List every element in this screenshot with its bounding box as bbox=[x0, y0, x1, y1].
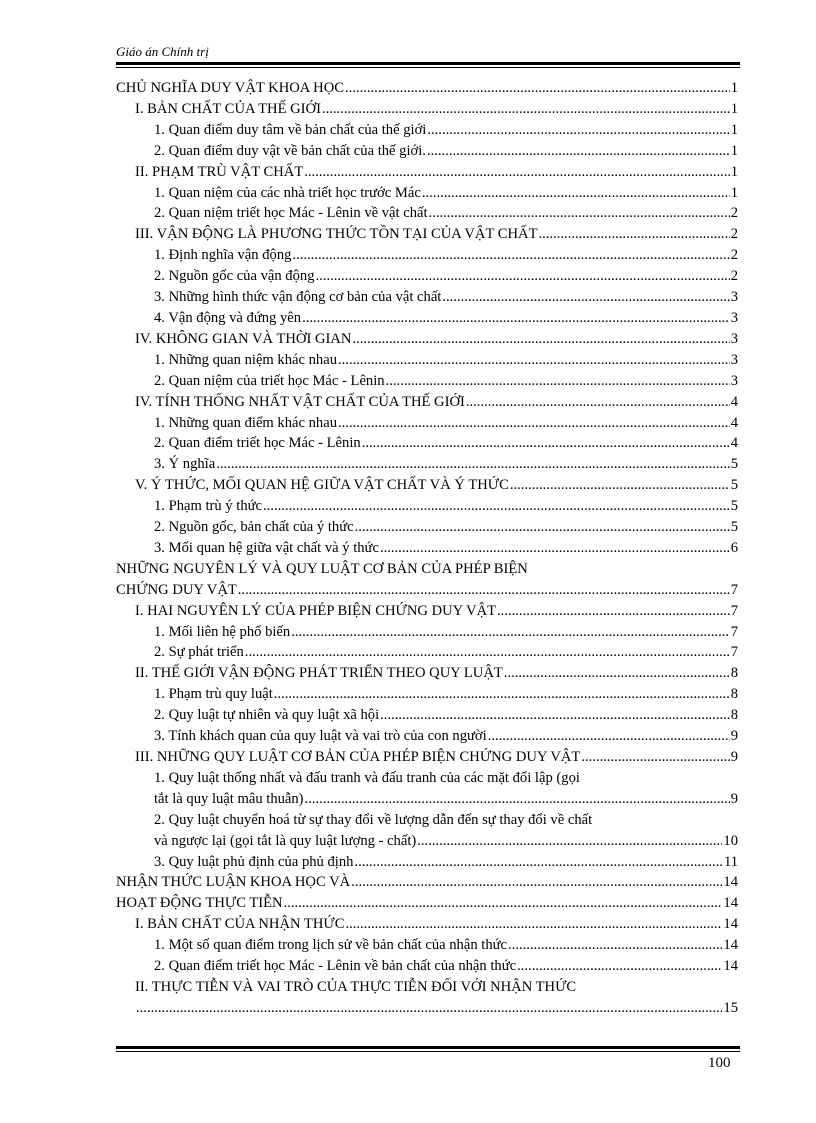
toc-entry-title: CHỨNG DUY VẬT bbox=[116, 581, 237, 598]
toc-dot-leader bbox=[380, 538, 730, 559]
toc-dot-leader bbox=[497, 601, 730, 622]
toc-entry[interactable] bbox=[116, 266, 738, 287]
toc-dot-leader bbox=[427, 141, 730, 162]
toc-page-number: 9 bbox=[730, 749, 738, 765]
toc-page-number: 5 bbox=[730, 456, 738, 473]
toc-dot-leader bbox=[345, 914, 722, 935]
toc-entry-title-line: 1. Quy luật thống nhất và đấu tranh và đấu tranh của các mặt đối lập (gọi bbox=[154, 769, 580, 786]
toc-entry-title: NHẬN THỨC LUẬN KHOA HỌC VÀ bbox=[116, 874, 351, 891]
toc-entry-title: 1. Những quan niệm khác nhau bbox=[154, 351, 337, 368]
toc-page-number: 5 bbox=[730, 498, 738, 515]
toc-dot-leader bbox=[508, 935, 722, 956]
toc-page-number: 7 bbox=[730, 581, 738, 598]
toc-dot-leader bbox=[466, 392, 730, 413]
toc-entry-title: 3. Mối quan hệ giữa vật chất và ý thức bbox=[154, 539, 379, 556]
toc-entry-title: 2. Nguồn gốc, bản chất của ý thức bbox=[154, 519, 354, 536]
toc-dot-leader bbox=[386, 371, 730, 392]
toc-dot-leader bbox=[429, 203, 730, 224]
toc-entry-title: và ngược lại (gọi tắt là quy luật lượng - chất) bbox=[154, 832, 417, 849]
toc-entry[interactable] bbox=[116, 642, 738, 663]
toc-entry[interactable] bbox=[116, 371, 738, 392]
toc-entry[interactable] bbox=[116, 956, 738, 977]
footer-rule-thick bbox=[116, 1046, 740, 1049]
toc-dot-leader bbox=[292, 245, 729, 266]
toc-entry-title: 2. Quan điểm triết học Mác - Lênin bbox=[154, 435, 361, 452]
toc-entry[interactable] bbox=[116, 245, 738, 266]
toc-entry[interactable] bbox=[116, 308, 738, 329]
toc-entry-title: 3. Ý nghĩa bbox=[154, 456, 216, 473]
toc-dot-leader bbox=[442, 287, 729, 308]
header-rule-thin bbox=[116, 67, 740, 68]
toc-dot-leader bbox=[422, 183, 730, 204]
toc-page-number: 11 bbox=[723, 853, 738, 870]
toc-entry[interactable] bbox=[116, 475, 738, 496]
toc-entry[interactable] bbox=[116, 496, 738, 517]
footer-rule-thin bbox=[116, 1051, 740, 1052]
toc-entry-title: 3. Những hình thức vận động cơ bản của vật chất bbox=[154, 289, 442, 306]
toc-dot-leader bbox=[305, 789, 730, 810]
toc-entry[interactable] bbox=[116, 705, 738, 726]
toc-dot-leader bbox=[238, 580, 730, 601]
toc-dot-leader bbox=[338, 413, 730, 434]
toc-entry-title: 2. Quan niệm của triết học Mác - Lênin bbox=[154, 372, 385, 389]
toc-entry-title: 1. Quan niệm của các nhà triết học trước Mác bbox=[154, 184, 421, 201]
toc-entry[interactable] bbox=[116, 329, 738, 350]
toc-entry-title: 2. Quan niệm triết học Mác - Lênin về vật chất bbox=[154, 205, 428, 222]
toc-page-number: 14 bbox=[723, 937, 738, 954]
toc-dot-leader bbox=[362, 433, 730, 454]
toc-page-number: 2 bbox=[730, 226, 738, 243]
toc-page-number: 7 bbox=[730, 623, 738, 640]
toc-entry-title-line: II. THỰC TIỄN VÀ VAI TRÒ CỦA THỰC TIỄN ĐỐI VỚI NHẬN THỨC bbox=[135, 978, 577, 995]
toc-entry[interactable] bbox=[116, 433, 738, 454]
toc-dot-leader bbox=[345, 78, 730, 99]
toc-page-number: 1 bbox=[730, 142, 738, 159]
toc-entry-title: 1. Quan điểm duy tâm về bản chất của thế giới bbox=[154, 121, 427, 138]
toc-dot-leader bbox=[136, 998, 722, 1019]
toc-page-number: 8 bbox=[730, 686, 738, 703]
toc-entry-title: HOẠT ĐỘNG THỰC TIỄN bbox=[116, 895, 283, 912]
toc-entry[interactable] bbox=[116, 622, 738, 643]
toc-dot-leader bbox=[304, 162, 729, 183]
toc-dot-leader bbox=[351, 872, 722, 893]
toc-page-number: 1 bbox=[730, 121, 738, 138]
toc-dot-leader bbox=[539, 224, 730, 245]
toc-entry[interactable] bbox=[116, 454, 738, 475]
toc-dot-leader bbox=[417, 831, 722, 852]
toc-entry[interactable] bbox=[116, 977, 738, 1019]
toc-entry-title: CHỦ NGHĨA DUY VẬT KHOA HỌC bbox=[116, 80, 344, 96]
toc-entry-title: 2. Quan điểm triết học Mác - Lênin về bản chất của nhận thức bbox=[154, 958, 517, 975]
toc-dot-leader bbox=[274, 684, 730, 705]
toc-page-number: 8 bbox=[730, 665, 738, 682]
toc-entry[interactable] bbox=[116, 601, 738, 622]
toc-entry[interactable] bbox=[116, 392, 738, 413]
toc-entry-title: 1. Phạm trù quy luật bbox=[154, 686, 273, 703]
toc-entry[interactable] bbox=[116, 183, 738, 204]
toc-page-number: 4 bbox=[730, 414, 738, 431]
toc-dot-leader bbox=[510, 475, 730, 496]
toc-entry[interactable] bbox=[116, 559, 738, 601]
toc-dot-leader bbox=[352, 329, 729, 350]
toc-page-number: 4 bbox=[730, 393, 738, 410]
toc-entry[interactable] bbox=[116, 99, 738, 120]
toc-entry[interactable] bbox=[116, 684, 738, 705]
toc-entry-title-line: 2. Quy luật chuyển hoá từ sự thay đổi về lượng dẫn đến sự thay đổi về chất bbox=[154, 811, 593, 828]
toc-page-number: 3 bbox=[730, 351, 738, 368]
toc-entry-title: 2. Nguồn gốc của vận động bbox=[154, 268, 315, 285]
toc-dot-leader bbox=[504, 663, 730, 684]
toc-page-number: 3 bbox=[730, 330, 738, 347]
toc-entry-title: III. VẬN ĐỘNG LÀ PHƯƠNG THỨC TỒN TẠI CỦA VẬT CHẤT bbox=[135, 226, 538, 243]
toc-page-number: 3 bbox=[730, 289, 738, 306]
toc-entry[interactable] bbox=[116, 78, 738, 99]
toc-entry[interactable] bbox=[116, 663, 738, 684]
toc-entry[interactable] bbox=[116, 914, 738, 935]
toc-entry[interactable] bbox=[116, 141, 738, 162]
toc-dot-leader bbox=[517, 956, 722, 977]
toc-page-number: 2 bbox=[730, 247, 738, 264]
toc-dot-leader bbox=[338, 350, 730, 371]
toc-entry[interactable] bbox=[116, 768, 738, 810]
toc-dot-leader bbox=[488, 726, 730, 747]
toc-page-number: 3 bbox=[730, 372, 738, 389]
page-number: 100 bbox=[708, 1055, 731, 1071]
toc-entry[interactable] bbox=[116, 203, 738, 224]
toc-dot-leader bbox=[291, 622, 730, 643]
toc-entry-title: III. NHỮNG QUY LUẬT CƠ BẢN CỦA PHÉP BIỆN CHỨNG DUY VẬT bbox=[135, 749, 581, 765]
toc-page-number: 14 bbox=[723, 895, 738, 912]
toc-page-number: 14 bbox=[723, 874, 738, 891]
toc-entry[interactable] bbox=[116, 538, 738, 559]
toc-dot-leader bbox=[245, 642, 730, 663]
toc-dot-leader bbox=[581, 747, 729, 768]
toc-entry-title: tắt là quy luật mâu thuẫn) bbox=[154, 790, 304, 807]
toc-entry-title: 4. Vận động và đứng yên bbox=[154, 309, 302, 326]
toc-entry-title: I. BẢN CHẤT CỦA THẾ GIỚI bbox=[135, 100, 321, 117]
toc-entry[interactable] bbox=[116, 287, 738, 308]
toc-dot-leader bbox=[216, 454, 729, 475]
toc-entry[interactable] bbox=[116, 517, 738, 538]
toc-entry-title: 3. Tính khách quan của quy luật và vai trò của con người bbox=[154, 728, 487, 745]
toc-page-number: 14 bbox=[723, 958, 738, 975]
toc-entry-title: 1. Định nghĩa vận động bbox=[154, 247, 292, 264]
toc-page-number: 5 bbox=[730, 519, 738, 536]
toc-dot-leader bbox=[322, 99, 730, 120]
toc-page-number: 15 bbox=[723, 999, 738, 1016]
toc-entry[interactable] bbox=[116, 120, 738, 141]
toc-entry[interactable] bbox=[116, 162, 738, 183]
toc-dot-leader bbox=[263, 496, 730, 517]
toc-page-number: 2 bbox=[730, 268, 738, 285]
toc-entry-title: 1. Phạm trù ý thức bbox=[154, 498, 263, 515]
toc-entry-title: 1. Mối liên hệ phổ biến bbox=[154, 623, 291, 640]
toc-entry-title-line: NHỮNG NGUYÊN LÝ VÀ QUY LUẬT CƠ BẢN CỦA PHÉP BIỆN bbox=[116, 560, 528, 577]
toc-entry-title: 2. Quan điểm duy vật về bản chất của thế giới. bbox=[154, 142, 426, 159]
toc-dot-leader bbox=[427, 120, 729, 141]
toc-entry-title: 1. Những quan điểm khác nhau bbox=[154, 414, 337, 431]
toc-page-number: 1 bbox=[730, 163, 738, 180]
toc-entry-title: I. HAI NGUYÊN LÝ CỦA PHÉP BIỆN CHỨNG DUY VẬT bbox=[135, 602, 497, 619]
header-title: Giáo án Chính trị bbox=[116, 44, 209, 59]
toc-page-number: 1 bbox=[730, 100, 738, 117]
toc-page-number: 5 bbox=[730, 477, 738, 494]
toc-page-number: 9 bbox=[730, 728, 738, 745]
toc-entry-title: II. THẾ GIỚI VẬN ĐỘNG PHÁT TRIỂN THEO QUY LUẬT bbox=[135, 665, 503, 682]
toc-dot-leader bbox=[284, 893, 723, 914]
header-rule-thick bbox=[116, 62, 740, 65]
toc-page-number: 7 bbox=[730, 644, 738, 661]
toc-page-number: 1 bbox=[730, 80, 738, 96]
toc-entry[interactable] bbox=[116, 726, 738, 747]
toc-entry-title: I. BẢN CHẤT CỦA NHẬN THỨC bbox=[135, 916, 345, 933]
toc-page-number: 9 bbox=[730, 790, 738, 807]
toc-dot-leader bbox=[355, 517, 730, 538]
toc-page-number: 8 bbox=[730, 707, 738, 724]
toc-entry-title: V. Ý THỨC, MỐI QUAN HỆ GIỮA VẬT CHẤT VÀ Ý THỨC bbox=[135, 477, 509, 494]
toc-entry[interactable] bbox=[116, 224, 738, 245]
toc-entry[interactable] bbox=[116, 413, 738, 434]
toc-entry-title: IV. TÍNH THỐNG NHẤT VẬT CHẤT CỦA THẾ GIỚI bbox=[135, 393, 465, 410]
toc-entry[interactable] bbox=[116, 872, 738, 893]
toc-entry-title: II. PHẠM TRÙ VẬT CHẤT bbox=[135, 163, 304, 180]
toc-dot-leader bbox=[380, 705, 730, 726]
toc-dot-leader bbox=[316, 266, 730, 287]
toc-entry-title: IV. KHÔNG GIAN VÀ THỜI GIAN bbox=[135, 330, 352, 347]
toc-dot-leader bbox=[302, 308, 730, 329]
toc-page-number: 3 bbox=[730, 309, 738, 326]
toc-page-number: 6 bbox=[730, 539, 738, 556]
toc-page-number: 14 bbox=[723, 916, 738, 933]
toc-entry[interactable] bbox=[116, 935, 738, 956]
toc-entry[interactable] bbox=[116, 810, 738, 852]
toc-page-number: 4 bbox=[730, 435, 738, 452]
toc-page-number: 10 bbox=[723, 832, 738, 849]
toc-entry-title: 2. Quy luật tự nhiên và quy luật xã hội bbox=[154, 707, 380, 724]
toc-entry[interactable] bbox=[116, 747, 738, 768]
toc-entry-title: 2. Sự phát triển bbox=[154, 644, 244, 661]
toc-page-number: 2 bbox=[730, 205, 738, 222]
toc-entry[interactable] bbox=[116, 893, 738, 914]
toc-page-number: 7 bbox=[730, 602, 738, 619]
toc-entry-title: 3. Quy luật phủ định của phủ định bbox=[154, 853, 354, 870]
toc-dot-leader bbox=[354, 852, 723, 873]
toc-entry-title: 1. Một số quan điểm trong lịch sử về bản chất của nhận thức bbox=[154, 937, 508, 954]
toc-entry[interactable] bbox=[116, 350, 738, 371]
toc-page-number: 1 bbox=[730, 184, 738, 201]
table-of-contents bbox=[116, 78, 738, 1019]
toc-entry[interactable] bbox=[116, 852, 738, 873]
